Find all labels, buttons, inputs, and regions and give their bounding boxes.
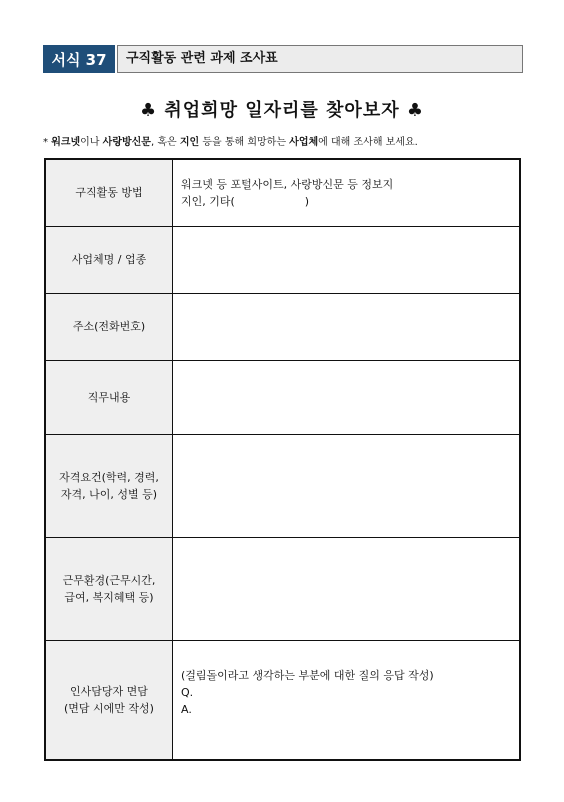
field-job-search-method[interactable] bbox=[173, 159, 521, 226]
label-line: 자격요건(학력, 경력, bbox=[59, 470, 159, 484]
field-job-duties[interactable] bbox=[173, 360, 521, 434]
row-job-duties bbox=[45, 360, 520, 434]
label-line: 주소(전화번호) bbox=[72, 320, 146, 333]
label-address bbox=[45, 293, 173, 360]
row-job-search-method bbox=[45, 159, 520, 226]
value-line: 워크넷 등 포털사이트, 사랑방신문 등 정보지 bbox=[181, 177, 394, 191]
label-line: 근무환경(근무시간, bbox=[62, 573, 156, 587]
note-text-4: 에 대해 조사해 보세요. bbox=[318, 137, 418, 148]
label-hr-interview bbox=[45, 640, 173, 760]
label-work-environment bbox=[45, 537, 173, 640]
label-line: (면담 시에만 작성) bbox=[64, 701, 154, 715]
question-line: Q. bbox=[181, 685, 194, 699]
row-work-environment bbox=[45, 537, 520, 640]
label-line: 사업체명 / 업종 bbox=[71, 253, 147, 266]
label-line: 구직활동 방법 bbox=[75, 186, 143, 200]
label-job-duties bbox=[45, 360, 173, 434]
label-qualifications bbox=[45, 434, 173, 537]
instruction-note bbox=[43, 133, 418, 148]
label-line: 급여, 복지혜택 등) bbox=[64, 590, 154, 604]
field-qualifications[interactable] bbox=[173, 434, 521, 537]
row-qualifications bbox=[45, 434, 520, 537]
form-title: 구직활동 관련 과제 조사표 bbox=[117, 45, 523, 73]
value-line: (걸림돌이라고 생각하는 부분에 대한 질의 응답 작성) bbox=[181, 668, 434, 682]
row-hr-interview bbox=[45, 640, 520, 760]
field-address[interactable] bbox=[173, 293, 521, 360]
note-acquaintance: 지인 bbox=[179, 137, 200, 148]
label-job-search-method bbox=[45, 159, 173, 226]
label-line: 인사담당자 면담 bbox=[70, 684, 148, 698]
field-hr-interview[interactable] bbox=[173, 640, 521, 760]
label-line: 직무내용 bbox=[87, 390, 131, 404]
note-text-2: , 혹은 bbox=[150, 137, 180, 148]
note-text-3: 등을 통해 희망하는 bbox=[199, 137, 290, 148]
survey-table bbox=[44, 158, 521, 761]
note-prefix: * bbox=[43, 137, 52, 148]
value-line: 지인, 기타( ) bbox=[181, 194, 310, 208]
note-business: 사업체 bbox=[289, 137, 319, 148]
note-newspaper: 사랑방신문 bbox=[102, 137, 151, 148]
row-address bbox=[45, 293, 520, 360]
answer-line: A. bbox=[181, 702, 192, 716]
form-number-badge: 서식 37 bbox=[43, 45, 115, 73]
field-work-environment[interactable] bbox=[173, 537, 521, 640]
note-text-1: 이나 bbox=[80, 137, 103, 148]
label-company-name bbox=[45, 226, 173, 293]
note-worknet: 워크넷 bbox=[51, 137, 81, 148]
row-company-name bbox=[45, 226, 520, 293]
page-heading: ♣ 취업희망 일자리를 찾아보자 ♣ bbox=[140, 100, 424, 121]
label-line: 자격, 나이, 성별 등) bbox=[60, 487, 158, 501]
field-company-name[interactable] bbox=[173, 226, 521, 293]
